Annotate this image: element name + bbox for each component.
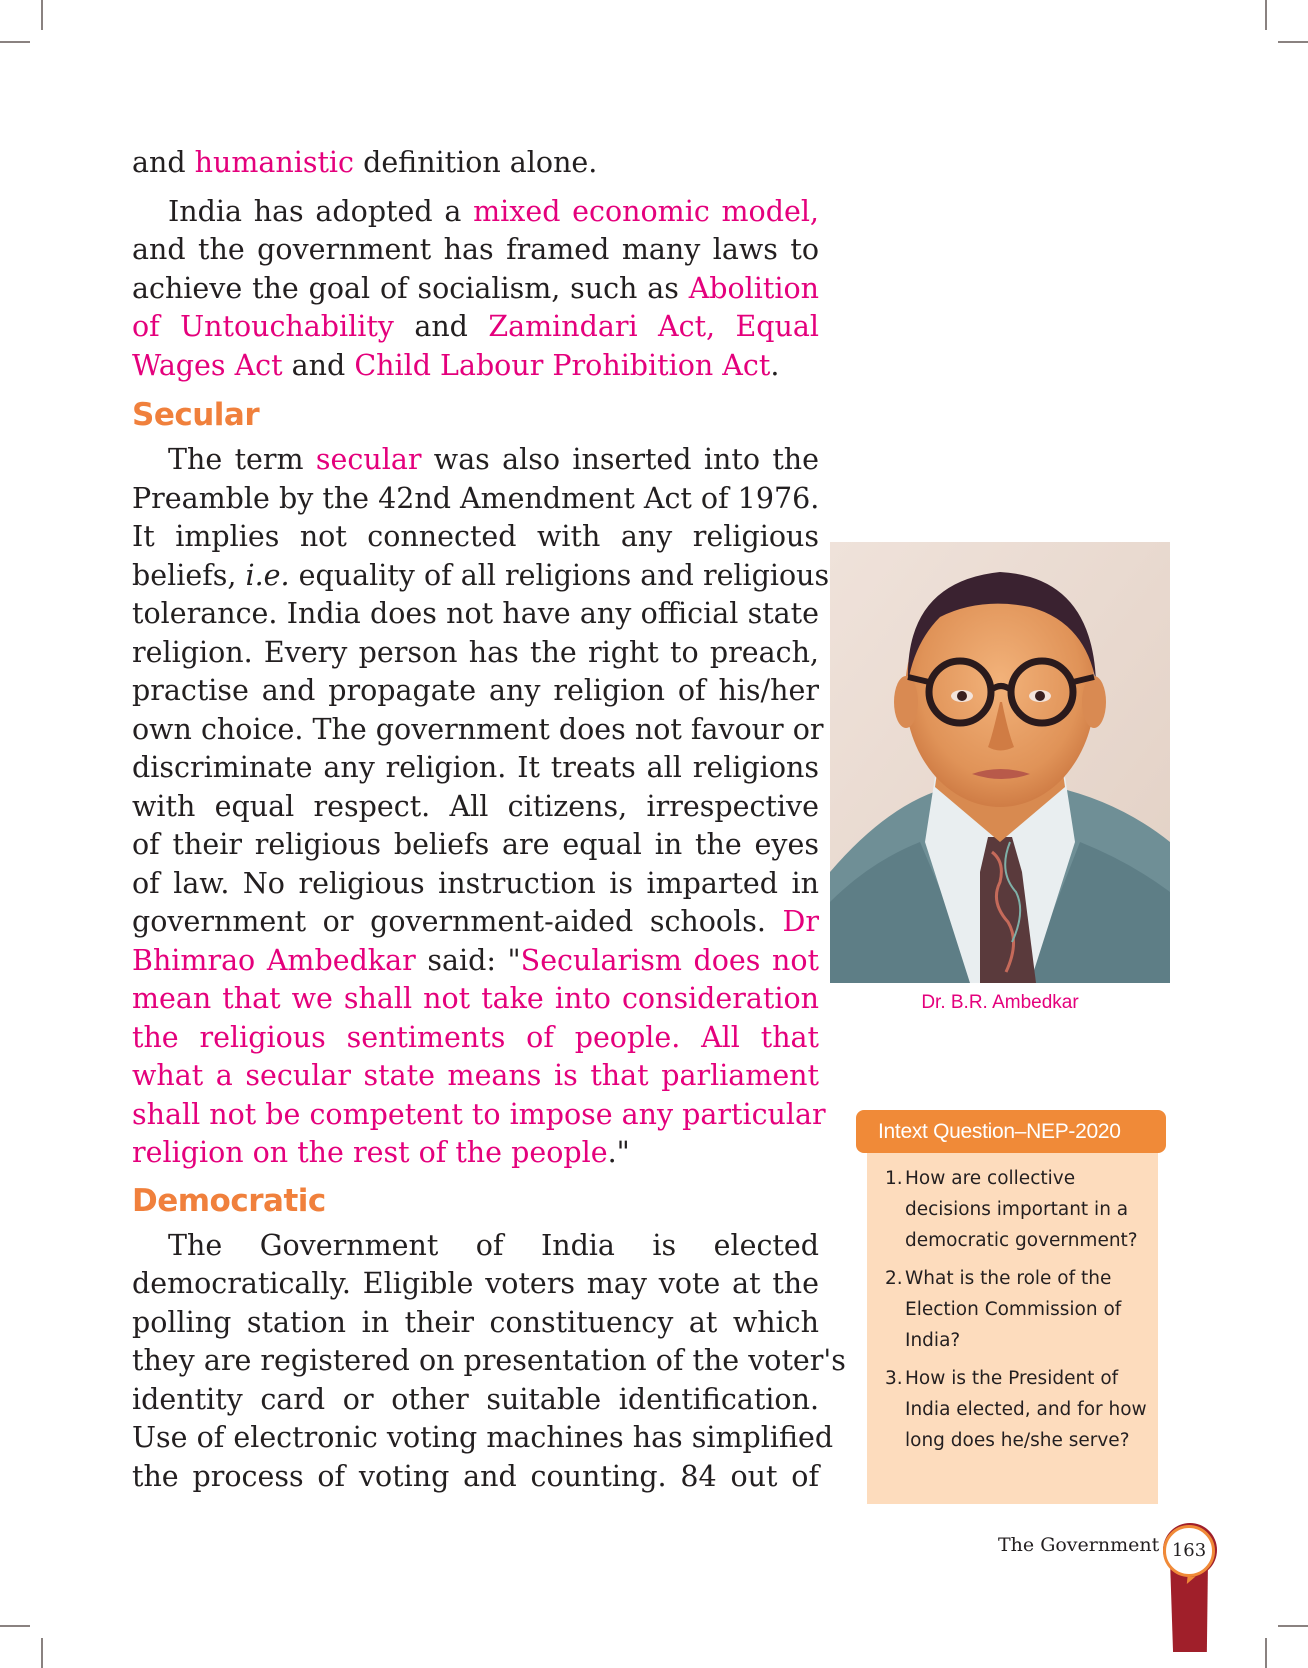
crop-mark <box>0 1625 30 1627</box>
crop-mark <box>1265 1638 1267 1668</box>
text-line: Preamble by the 42nd Amendment Act of 1976. <box>132 481 820 515</box>
section-heading-democratic: Democratic <box>132 1182 326 1219</box>
highlight-term: secular <box>315 443 422 476</box>
text-line: the process of voting and counting. 84 out of <box>132 1459 819 1493</box>
crop-mark <box>1278 41 1308 43</box>
intext-question-header: Intext Question–NEP-2020 <box>856 1110 1166 1153</box>
text-line <box>132 903 819 942</box>
text-line: of law. No religious instruction is imparted in <box>132 866 819 900</box>
text-line: of their religious beliefs are equal in the eyes <box>132 828 819 861</box>
crop-mark <box>1278 1625 1308 1627</box>
main-text-column <box>132 144 846 1496</box>
highlight-term: Zamindari Act, Equal <box>488 310 819 343</box>
portrait-caption: Dr. B.R. Ambedkar <box>921 992 1079 1013</box>
text-run: beliefs, <box>132 558 246 592</box>
highlight-term: Wages Act <box>132 348 283 382</box>
text-line: democratically. Eligible voters may vote at the <box>132 1267 819 1300</box>
text-line <box>132 193 819 232</box>
text-run: equality of all religions and religious <box>289 558 830 592</box>
text-line: with equal respect. All citizens, irrespective <box>132 789 819 823</box>
highlight-term: Child Labour Prohibition Act <box>354 348 771 382</box>
question-number: 2. <box>885 1268 903 1289</box>
question-text: How is the President of India elected, and for how long does he/she serve? <box>905 1368 1147 1451</box>
text-run: and <box>132 146 195 179</box>
crop-mark <box>41 1638 43 1668</box>
crop-mark <box>0 41 30 43</box>
highlight-term: of Untouchability <box>132 310 394 343</box>
question-item <box>885 1363 1148 1456</box>
highlight-term: mixed economic model, <box>473 194 819 228</box>
text-line: own choice. The government does not favour or <box>132 712 824 746</box>
section-heading-secular: Secular <box>132 397 260 433</box>
intro-paragraph-end <box>132 144 819 183</box>
quote-line: shall not be competent to impose any particular <box>132 1097 826 1131</box>
page-number-badge: 163 <box>1163 1525 1215 1577</box>
text-line: and the government has framed many laws to <box>132 233 819 266</box>
text-line: tolerance. India does not have any official state <box>132 597 819 630</box>
crop-mark <box>1265 0 1267 30</box>
question-text: How are collective decisions important in a democratic government? <box>905 1168 1138 1251</box>
quote-line: what a secular state means is that parliament <box>132 1059 819 1092</box>
question-item <box>885 1163 1148 1256</box>
text-run: . <box>770 348 780 382</box>
text-line <box>132 557 830 596</box>
ambedkar-portrait <box>830 542 1170 983</box>
highlight-term: humanistic <box>194 146 355 179</box>
text-run: definition alone. <box>354 146 598 179</box>
text-line <box>132 270 819 309</box>
text-run: was also inserted into the <box>421 443 819 476</box>
text-run: ." <box>607 1136 630 1169</box>
text-run: The term <box>168 443 316 476</box>
italic-abbrev: i.e. <box>245 558 290 592</box>
running-footer-title: The Government <box>998 1534 1160 1556</box>
text-line <box>132 441 819 480</box>
highlight-term: Dr <box>782 905 819 938</box>
intext-question-list <box>867 1153 1158 1504</box>
text-line: religion. Every person has the right to preach, <box>132 635 819 669</box>
text-line: Use of electronic voting machines has simplified <box>132 1421 834 1454</box>
text-run: said: " <box>415 943 521 977</box>
question-item <box>885 1263 1148 1356</box>
text-run: and <box>393 310 489 343</box>
paragraph-socialism <box>132 193 819 386</box>
paragraph-secular <box>132 441 830 1173</box>
text-line: polling station in their constituency at which <box>132 1305 819 1339</box>
text-line <box>132 144 819 183</box>
question-text: What is the role of the Election Commission of India? <box>905 1268 1122 1351</box>
text-line: identity card or other suitable identification. <box>132 1382 819 1416</box>
question-number: 3. <box>885 1368 903 1389</box>
quote-line: mean that we shall not take into consideration <box>132 982 819 1015</box>
text-line: It implies not connected with any religious <box>132 520 819 553</box>
paragraph-democratic <box>132 1227 846 1497</box>
text-run: India has adopted a <box>168 194 474 228</box>
text-run: and <box>282 348 355 382</box>
text-line: The Government of India is elected <box>168 1228 819 1262</box>
text-line: practise and propagate any religion of his/her <box>132 674 819 707</box>
text-line: they are registered on presentation of the voter's <box>132 1344 846 1377</box>
text-line <box>132 1134 819 1173</box>
text-run: government or government-aided schools. <box>132 905 783 938</box>
portrait-illustration <box>830 542 1170 983</box>
quote-text: Secularism does not <box>520 943 820 977</box>
highlight-term: Abolition <box>688 271 819 305</box>
text-line <box>132 942 819 981</box>
text-line <box>132 347 819 386</box>
text-line <box>132 308 819 347</box>
text-line: discriminate any religion. It treats all religions <box>132 751 819 784</box>
quote-line: the religious sentiments of people. All that <box>132 1020 819 1054</box>
highlight-term: Bhimrao Ambedkar <box>132 943 416 977</box>
question-number: 1. <box>885 1168 903 1189</box>
quote-text: religion on the rest of the people <box>132 1136 608 1169</box>
text-run: achieve the goal of socialism, such as <box>132 271 689 305</box>
crop-mark <box>41 0 43 30</box>
